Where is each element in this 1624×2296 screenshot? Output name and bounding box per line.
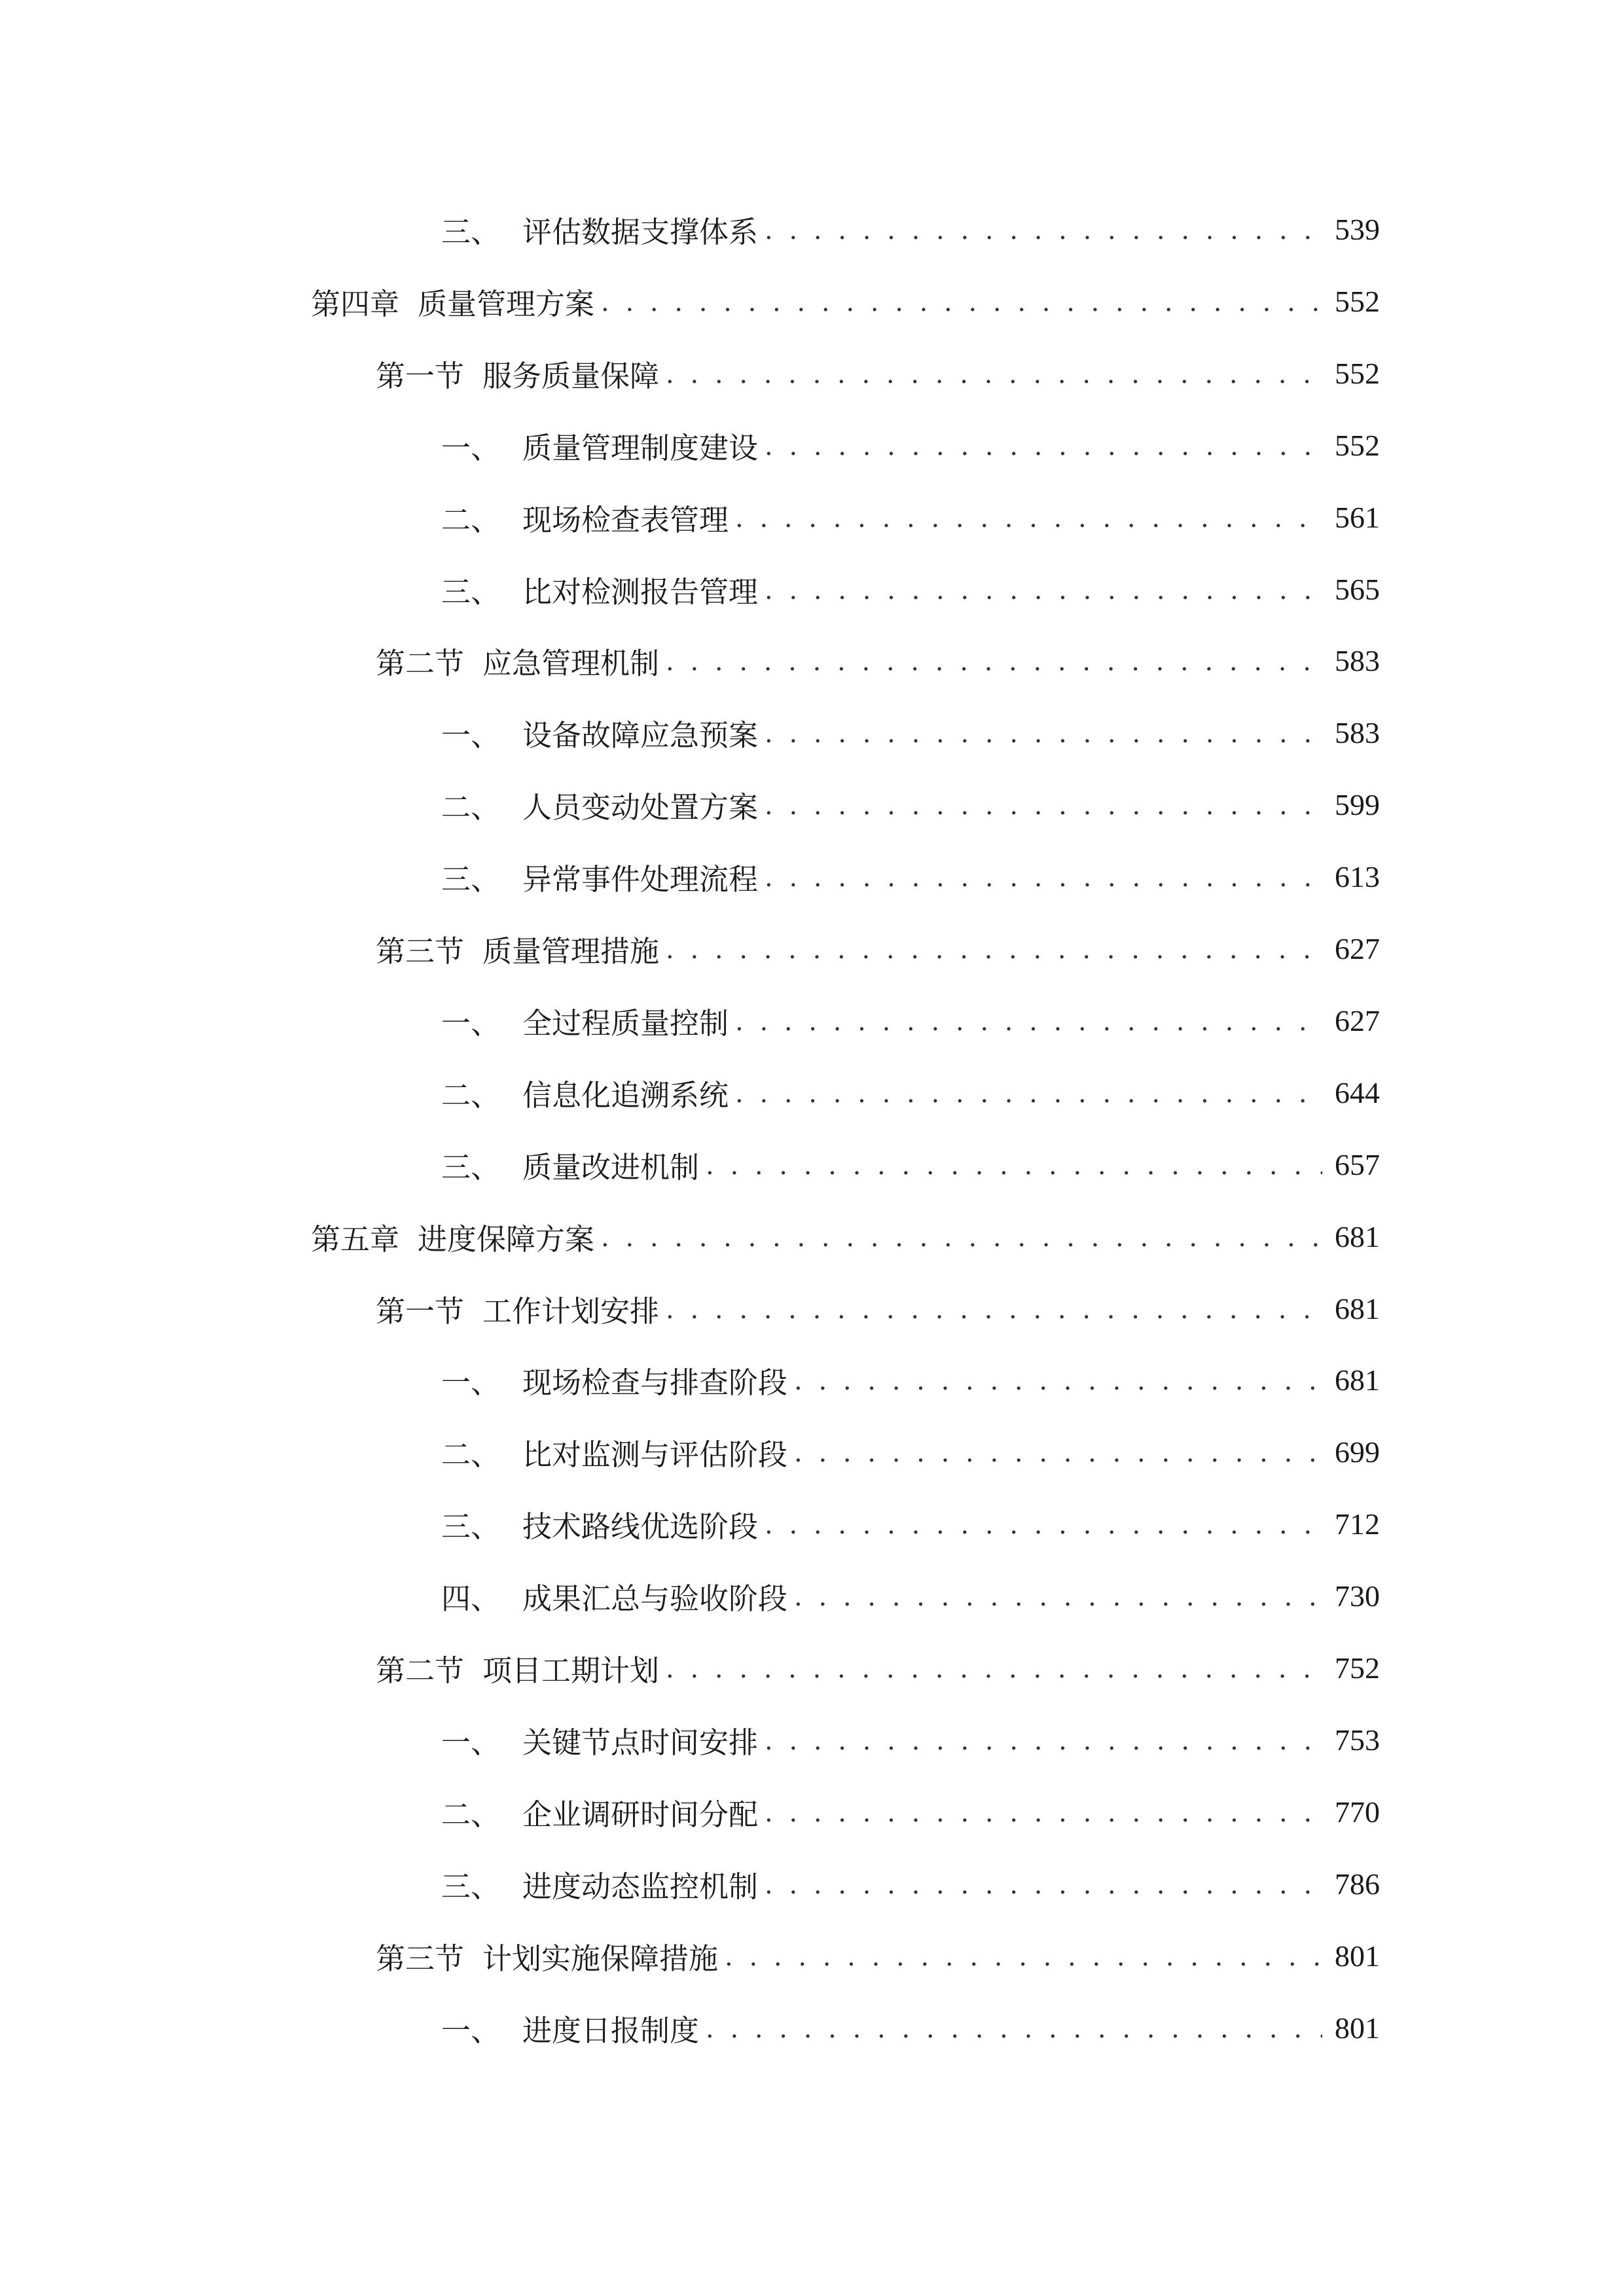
toc-entry-page-number: 599 xyxy=(1335,787,1380,821)
toc-entry[interactable] xyxy=(441,706,1380,759)
toc-entry[interactable] xyxy=(441,994,1380,1047)
toc-entry-page-number: 552 xyxy=(1335,428,1380,462)
toc-entry-number: 第二节 xyxy=(376,645,465,681)
toc-entry-title: 进度保障方案 xyxy=(418,1221,595,1257)
toc-entry-page-number: 730 xyxy=(1335,1579,1380,1613)
dot-leader xyxy=(706,2014,1322,2044)
toc-entry-title: 计划实施保障措施 xyxy=(482,1941,719,1976)
toc-entry-page-number: 627 xyxy=(1335,1003,1380,1037)
toc-entry[interactable] xyxy=(441,1785,1380,1838)
toc-entry-page-number: 565 xyxy=(1335,572,1380,606)
toc-entry[interactable] xyxy=(441,778,1380,831)
toc-entry-page-number: 539 xyxy=(1335,212,1380,246)
toc-entry-number: 第二节 xyxy=(376,1653,465,1688)
toc-entry-page-number: 770 xyxy=(1335,1795,1380,1829)
toc-entry-title: 应急管理机制 xyxy=(482,645,660,681)
toc-entry[interactable] xyxy=(441,1713,1380,1766)
dot-leader xyxy=(765,1798,1322,1828)
toc-entry-number: 第五章 xyxy=(311,1221,400,1257)
dot-leader xyxy=(666,359,1322,389)
toc-entry-title: 比对监测与评估阶段 xyxy=(522,1437,788,1472)
toc-entry[interactable] xyxy=(441,491,1380,543)
toc-entry-title: 质量改进机制 xyxy=(522,1149,700,1185)
toc-entry-title: 企业调研时间分配 xyxy=(522,1797,759,1832)
toc-entry[interactable] xyxy=(441,2001,1380,2054)
toc-entry-page-number: 657 xyxy=(1335,1147,1380,1181)
toc-entry-title: 成果汇总与验收阶段 xyxy=(522,1581,788,1616)
toc-entry-title: 全过程质量控制 xyxy=(522,1005,729,1041)
toc-entry-title: 评估数据支撑体系 xyxy=(522,214,759,249)
toc-entry-title: 进度动态监控机制 xyxy=(522,1869,759,1904)
toc-entry-page-number: 613 xyxy=(1335,859,1380,893)
toc-entry-number: 三、 xyxy=(441,861,501,897)
dot-leader xyxy=(765,1870,1322,1900)
toc-entry-title: 设备故障应急预案 xyxy=(522,717,759,753)
dot-leader xyxy=(765,575,1322,605)
dot-leader xyxy=(765,215,1322,245)
toc-entry[interactable] xyxy=(376,922,1380,975)
toc-entry-page-number: 583 xyxy=(1335,643,1380,677)
dot-leader xyxy=(735,503,1322,533)
toc-entry[interactable] xyxy=(441,1857,1380,1910)
dot-leader xyxy=(794,1582,1322,1612)
toc-entry-page-number: 752 xyxy=(1335,1651,1380,1685)
toc-entry-title: 工作计划安排 xyxy=(482,1293,660,1329)
toc-entry-page-number: 583 xyxy=(1335,715,1380,749)
toc-entry-number: 第三节 xyxy=(376,933,465,969)
toc-entry[interactable] xyxy=(376,1641,1380,1694)
toc-entry-page-number: 801 xyxy=(1335,2011,1380,2045)
toc-entry-number: 一、 xyxy=(441,1005,501,1041)
dot-leader xyxy=(735,1079,1322,1109)
toc-entry-page-number: 753 xyxy=(1335,1723,1380,1757)
dot-leader xyxy=(735,1007,1322,1037)
toc-entry[interactable] xyxy=(441,1498,1380,1550)
toc-entry-page-number: 681 xyxy=(1335,1219,1380,1253)
toc-entry-title: 技术路线优选阶段 xyxy=(522,1509,759,1544)
toc-entry[interactable] xyxy=(311,1210,1380,1263)
toc-entry-number: 一、 xyxy=(441,1365,501,1400)
dot-leader xyxy=(765,791,1322,821)
toc-entry-number: 三、 xyxy=(441,1869,501,1904)
toc-entry-number: 二、 xyxy=(441,1437,501,1472)
dot-leader xyxy=(765,1510,1322,1540)
toc-entry-page-number: 681 xyxy=(1335,1363,1380,1397)
toc-entry[interactable] xyxy=(441,1138,1380,1191)
toc-entry-number: 三、 xyxy=(441,1149,501,1185)
toc-entry-number: 四、 xyxy=(441,1581,501,1616)
toc-entry-title: 比对检测报告管理 xyxy=(522,574,759,609)
toc-entry-title: 质量管理措施 xyxy=(482,933,660,969)
toc-entry-page-number: 681 xyxy=(1335,1291,1380,1325)
toc-entry-page-number: 712 xyxy=(1335,1507,1380,1541)
toc-entry-number: 第一节 xyxy=(376,358,465,393)
toc-entry-number: 二、 xyxy=(441,1797,501,1832)
toc-entry[interactable] xyxy=(441,1426,1380,1478)
toc-entry-number: 二、 xyxy=(441,502,501,537)
dot-leader xyxy=(666,935,1322,965)
toc-entry-title: 人员变动处置方案 xyxy=(522,789,759,825)
dot-leader xyxy=(765,431,1322,461)
toc-entry-page-number: 627 xyxy=(1335,931,1380,965)
toc-entry-title: 服务质量保障 xyxy=(482,358,660,393)
dot-leader xyxy=(765,863,1322,893)
toc-entry-number: 三、 xyxy=(441,214,501,249)
toc-entry-title: 异常事件处理流程 xyxy=(522,861,759,897)
dot-leader xyxy=(601,287,1322,317)
toc-entry[interactable] xyxy=(441,850,1380,903)
toc-entry-number: 第一节 xyxy=(376,1293,465,1329)
toc-entry-number: 第四章 xyxy=(311,286,400,321)
toc-entry-page-number: 552 xyxy=(1335,356,1380,390)
toc-entry-title: 关键节点时间安排 xyxy=(522,1725,759,1760)
toc-entry-title: 进度日报制度 xyxy=(522,2013,700,2048)
toc-entry[interactable] xyxy=(376,634,1380,687)
toc-entry-number: 一、 xyxy=(441,1725,501,1760)
toc-entry-number: 第三节 xyxy=(376,1941,465,1976)
dot-leader xyxy=(794,1438,1322,1468)
dot-leader xyxy=(666,1654,1322,1684)
toc-entry-page-number: 644 xyxy=(1335,1075,1380,1109)
toc-entry[interactable] xyxy=(311,275,1380,327)
dot-leader xyxy=(706,1151,1322,1181)
toc-entry-number: 一、 xyxy=(441,717,501,753)
toc-entry-number: 一、 xyxy=(441,2013,501,2048)
toc-entry-title: 现场检查表管理 xyxy=(522,502,729,537)
dot-leader xyxy=(666,647,1322,677)
toc-entry-title: 现场检查与排查阶段 xyxy=(522,1365,788,1400)
toc-entry-title: 信息化追溯系统 xyxy=(522,1077,729,1113)
dot-leader xyxy=(666,1295,1322,1325)
toc-entry-number: 二、 xyxy=(441,789,501,825)
toc-entry[interactable] xyxy=(376,1282,1380,1335)
dot-leader xyxy=(601,1223,1322,1253)
toc-entry[interactable] xyxy=(441,419,1380,471)
toc-entry-number: 三、 xyxy=(441,1509,501,1544)
toc-entry[interactable] xyxy=(441,1066,1380,1119)
toc-entry-page-number: 786 xyxy=(1335,1867,1380,1901)
toc-entry-page-number: 801 xyxy=(1335,1939,1380,1973)
dot-leader xyxy=(765,719,1322,749)
toc-entry-title: 项目工期计划 xyxy=(482,1653,660,1688)
toc-entry-page-number: 552 xyxy=(1335,284,1380,318)
toc-entry[interactable] xyxy=(441,203,1380,255)
toc-entry[interactable] xyxy=(441,563,1380,615)
toc-entry-number: 一、 xyxy=(441,430,501,465)
toc-entry[interactable] xyxy=(376,347,1380,399)
toc-entry-page-number: 561 xyxy=(1335,500,1380,534)
toc-entry[interactable] xyxy=(441,1570,1380,1622)
toc-entry[interactable] xyxy=(441,1354,1380,1406)
toc-entry[interactable] xyxy=(376,1929,1380,1982)
dot-leader xyxy=(725,1942,1322,1972)
toc-entry-page-number: 699 xyxy=(1335,1435,1380,1469)
toc-entry-number: 二、 xyxy=(441,1077,501,1113)
toc-entry-number: 三、 xyxy=(441,574,501,609)
dot-leader xyxy=(765,1726,1322,1756)
dot-leader xyxy=(794,1366,1322,1396)
toc-entry-title: 质量管理制度建设 xyxy=(522,430,759,465)
toc-entry-title: 质量管理方案 xyxy=(418,286,595,321)
